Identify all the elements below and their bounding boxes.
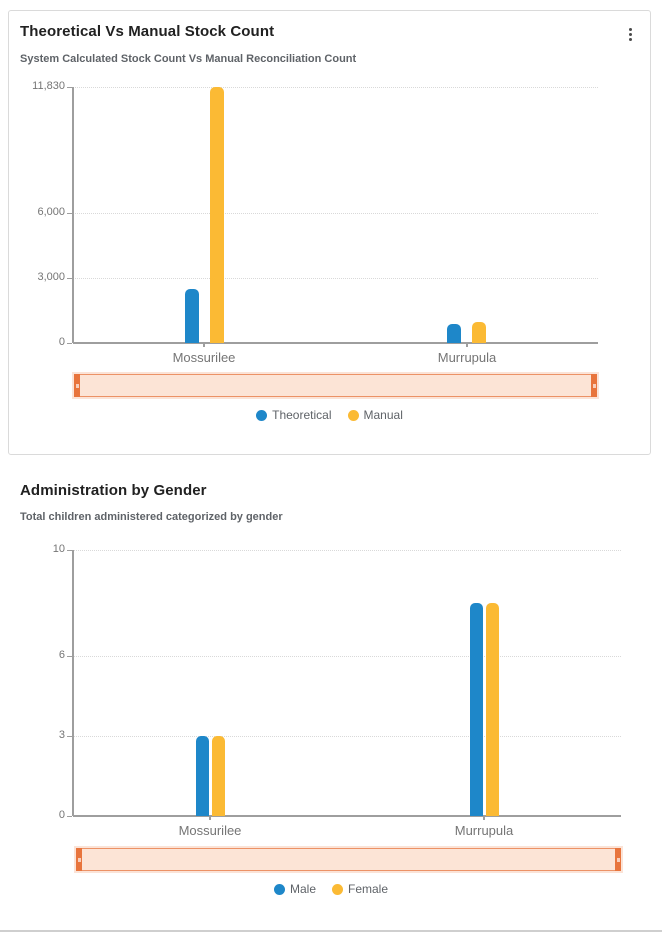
stock-count-subtitle: System Calculated Stock Count Vs Manual Reconciliation Count bbox=[20, 53, 357, 65]
y-tick-label: 3,000 bbox=[37, 271, 65, 283]
kebab-dot bbox=[629, 28, 632, 31]
gender-admin-legend bbox=[0, 882, 662, 896]
x-tick bbox=[483, 816, 485, 820]
y-tick bbox=[67, 343, 72, 344]
gridline bbox=[73, 550, 621, 551]
gridline bbox=[73, 278, 598, 279]
range-handle-left-icon[interactable] bbox=[76, 848, 82, 871]
y-tick-label: 0 bbox=[58, 336, 65, 348]
bar-manual bbox=[210, 87, 224, 343]
bar-male bbox=[470, 603, 483, 816]
y-tick-label: 10 bbox=[52, 543, 65, 555]
kebab-dot bbox=[629, 38, 632, 41]
handle-grip bbox=[593, 384, 596, 388]
x-tick bbox=[203, 343, 205, 347]
legend-label: Female bbox=[348, 882, 389, 896]
gridline bbox=[73, 736, 621, 737]
bar-theoretical bbox=[185, 289, 199, 343]
category-label: Mossurilee bbox=[172, 350, 236, 365]
legend-item-female[interactable] bbox=[332, 882, 388, 896]
gender-admin-subtitle: Total children administered categorized by gender bbox=[20, 511, 283, 523]
legend-dot-icon bbox=[332, 884, 343, 895]
handle-grip bbox=[76, 384, 79, 388]
range-selector[interactable] bbox=[74, 374, 597, 397]
range-handle-left-icon[interactable] bbox=[74, 374, 80, 397]
legend-label: Male bbox=[289, 882, 316, 896]
gender-admin-card bbox=[0, 462, 662, 932]
category-label: Murrupula bbox=[437, 350, 497, 365]
legend-item-male[interactable] bbox=[274, 882, 316, 896]
kebab-dot bbox=[629, 33, 632, 36]
kebab-menu-icon[interactable] bbox=[622, 24, 638, 44]
gridline bbox=[73, 87, 598, 88]
category-label: Murrupula bbox=[454, 823, 514, 838]
y-axis-line bbox=[72, 550, 74, 816]
stock-count-legend bbox=[9, 408, 650, 422]
x-axis-line bbox=[73, 342, 598, 344]
legend-dot-icon bbox=[274, 884, 285, 895]
y-tick-label: 6,000 bbox=[37, 206, 65, 218]
category-label: Mossurilee bbox=[178, 823, 242, 838]
legend-dot-icon bbox=[256, 410, 267, 421]
stock-count-plot bbox=[32, 80, 598, 365]
range-handle-right-icon[interactable] bbox=[615, 848, 621, 871]
gender-admin-title: Administration by Gender bbox=[20, 482, 207, 499]
y-tick-label: 0 bbox=[58, 809, 65, 821]
y-axis-line bbox=[72, 87, 74, 343]
x-tick bbox=[466, 343, 468, 347]
x-axis-line bbox=[73, 815, 621, 817]
bar-female bbox=[486, 603, 499, 816]
legend-label: Theoretical bbox=[272, 408, 332, 422]
bar-male bbox=[196, 736, 209, 816]
gridline bbox=[73, 656, 621, 657]
legend-dot-icon bbox=[348, 410, 359, 421]
range-handle-right-icon[interactable] bbox=[591, 374, 597, 397]
gender-admin-plot bbox=[52, 543, 621, 838]
gridline bbox=[73, 213, 598, 214]
handle-grip bbox=[78, 858, 81, 862]
bar-female bbox=[212, 736, 225, 816]
legend-item-manual[interactable] bbox=[348, 408, 403, 422]
y-tick-label: 11,830 bbox=[32, 80, 65, 92]
x-tick bbox=[209, 816, 211, 820]
range-selector[interactable] bbox=[76, 848, 621, 871]
bar-manual bbox=[472, 322, 486, 343]
legend-label: Manual bbox=[363, 408, 403, 422]
y-tick bbox=[67, 816, 72, 817]
stock-count-card bbox=[8, 10, 651, 455]
bar-theoretical bbox=[447, 324, 461, 343]
legend-item-theoretical[interactable] bbox=[256, 408, 331, 422]
stock-count-title: Theoretical Vs Manual Stock Count bbox=[20, 23, 275, 40]
y-tick-label: 6 bbox=[58, 649, 65, 661]
y-tick-label: 3 bbox=[58, 729, 65, 741]
kebab-menu-icon[interactable] bbox=[655, 484, 662, 504]
bottom-divider bbox=[0, 930, 662, 932]
handle-grip bbox=[617, 858, 620, 862]
